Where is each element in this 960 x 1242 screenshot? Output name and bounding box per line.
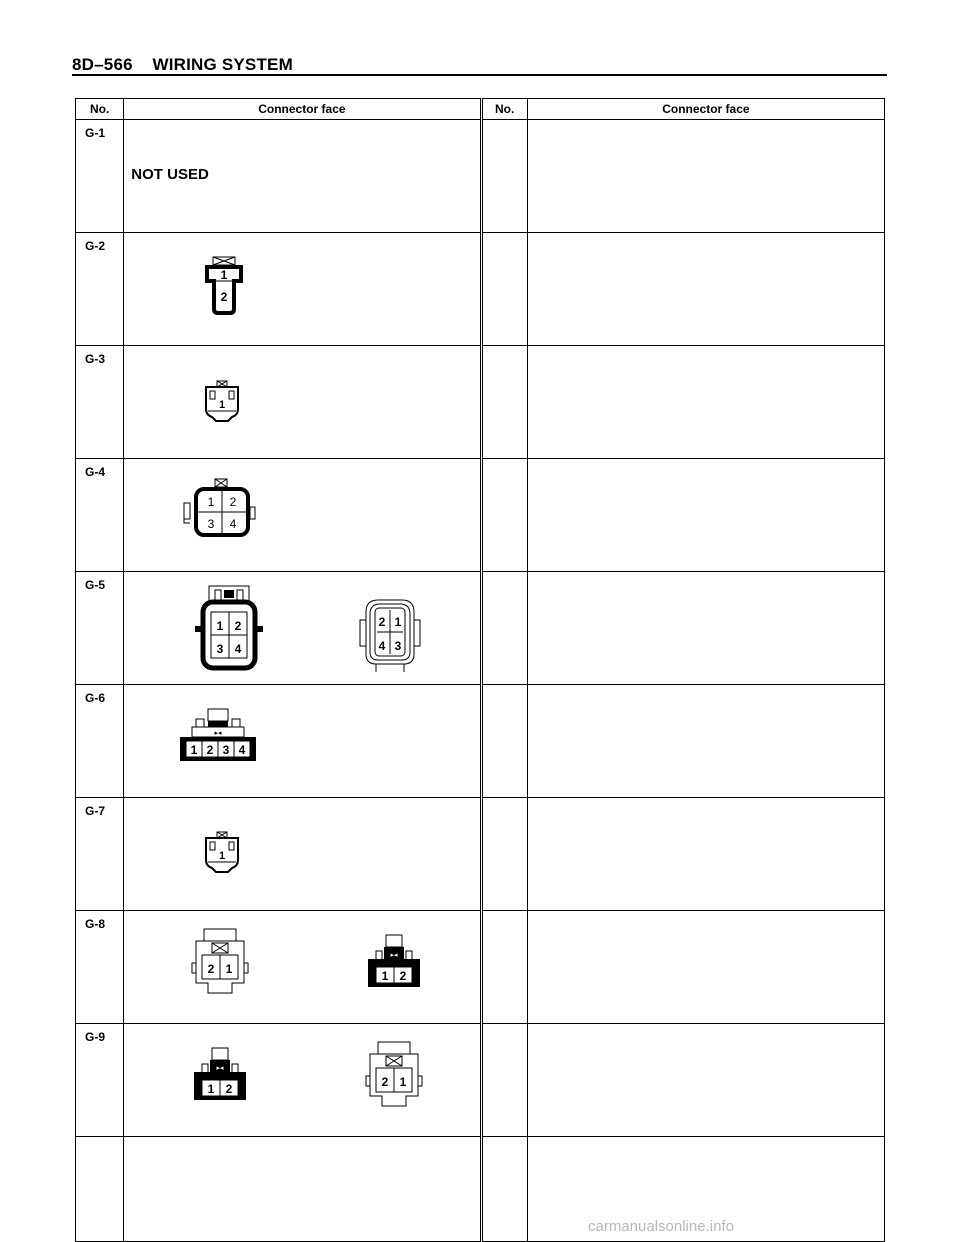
pin-label: 2 bbox=[225, 1082, 233, 1096]
pin-label: 2 bbox=[381, 1075, 389, 1089]
connector-g5b-icon bbox=[352, 594, 428, 674]
page-number: 8D–566 bbox=[72, 55, 133, 74]
page-header bbox=[72, 55, 293, 75]
pin-label: 3 bbox=[207, 517, 215, 531]
pin-label: 2 bbox=[399, 969, 407, 983]
empty-cell bbox=[481, 120, 527, 233]
table-row bbox=[76, 798, 885, 911]
pin-label: 1 bbox=[220, 268, 228, 282]
pin-label: 1 bbox=[207, 495, 215, 509]
watermark: carmanualsonline.info bbox=[588, 1218, 734, 1235]
connector-g8a-icon bbox=[190, 927, 250, 999]
pin-label: 1 bbox=[399, 1075, 407, 1089]
row-number: G-2 bbox=[76, 233, 124, 346]
connector-face bbox=[124, 685, 481, 798]
empty-cell bbox=[481, 685, 527, 798]
row-number: G-3 bbox=[76, 346, 124, 459]
connector-g7-icon bbox=[201, 830, 245, 876]
connector-face bbox=[124, 572, 481, 685]
empty-cell bbox=[527, 346, 884, 459]
row-number: G-8 bbox=[76, 911, 124, 1024]
pin-label: 1 bbox=[219, 850, 226, 862]
pin-label: 1 bbox=[381, 969, 389, 983]
row-number: G-6 bbox=[76, 685, 124, 798]
table-row bbox=[76, 685, 885, 798]
header-rule bbox=[72, 74, 887, 76]
connector-face bbox=[124, 798, 481, 911]
row-number: G-1 bbox=[76, 120, 124, 233]
pin-label: 2 bbox=[229, 495, 237, 509]
empty-cell bbox=[527, 798, 884, 911]
table-row bbox=[76, 346, 885, 459]
row-number: G-9 bbox=[76, 1024, 124, 1137]
empty-cell bbox=[481, 798, 527, 911]
connector-face bbox=[124, 911, 481, 1024]
empty-cell bbox=[481, 1024, 527, 1137]
connector-g9b-icon bbox=[364, 1040, 424, 1112]
pin-label: 1 bbox=[219, 399, 226, 411]
svg-text:▸◂: ▸◂ bbox=[216, 1065, 224, 1072]
empty-cell bbox=[527, 233, 884, 346]
pin-label: 4 bbox=[229, 517, 237, 531]
connector-face bbox=[124, 120, 481, 233]
connector-g5a-icon bbox=[189, 582, 269, 672]
empty-cell bbox=[527, 911, 884, 1024]
empty-cell bbox=[481, 459, 527, 572]
connector-face bbox=[124, 233, 481, 346]
pin-label: 2 bbox=[234, 619, 242, 633]
not-used-label: NOT USED bbox=[131, 166, 209, 183]
pin-label: 1 bbox=[225, 962, 233, 976]
col-no: No. bbox=[76, 99, 124, 120]
pin-label: 3 bbox=[216, 642, 224, 656]
pin-label: 1 bbox=[394, 615, 402, 629]
col-face-2: Connector face bbox=[527, 99, 884, 120]
connector-face bbox=[124, 1024, 481, 1137]
empty-cell bbox=[527, 572, 884, 685]
empty-cell bbox=[481, 1137, 527, 1242]
table-row bbox=[76, 120, 885, 233]
pin-label: 4 bbox=[234, 642, 242, 656]
empty-cell bbox=[527, 459, 884, 572]
pin-label: 4 bbox=[238, 743, 246, 757]
connector-g6-icon bbox=[178, 705, 268, 767]
connector-g9a-icon bbox=[190, 1044, 250, 1106]
col-face: Connector face bbox=[124, 99, 481, 120]
pin-label: 2 bbox=[207, 962, 215, 976]
table-row bbox=[76, 911, 885, 1024]
pin-label: 4 bbox=[378, 639, 386, 653]
empty-cell bbox=[481, 572, 527, 685]
empty-cell bbox=[481, 911, 527, 1024]
empty-cell bbox=[76, 1137, 124, 1242]
empty-cell bbox=[527, 685, 884, 798]
pin-label: 2 bbox=[220, 290, 228, 304]
empty-cell bbox=[527, 120, 884, 233]
pin-label: 1 bbox=[190, 743, 198, 757]
row-number: G-4 bbox=[76, 459, 124, 572]
table-row bbox=[76, 572, 885, 685]
connector-g4-icon bbox=[182, 477, 262, 543]
empty-cell bbox=[481, 346, 527, 459]
row-number: G-7 bbox=[76, 798, 124, 911]
table-header-row bbox=[76, 99, 885, 120]
svg-text:▸◂: ▸◂ bbox=[214, 730, 222, 737]
pin-label: 2 bbox=[206, 743, 214, 757]
connector-g8b-icon bbox=[364, 931, 424, 993]
table-row bbox=[76, 1137, 885, 1242]
row-number: G-5 bbox=[76, 572, 124, 685]
pin-label: 1 bbox=[207, 1082, 215, 1096]
connector-face bbox=[124, 459, 481, 572]
col-no-2: No. bbox=[481, 99, 527, 120]
pin-label: 2 bbox=[378, 615, 386, 629]
empty-cell bbox=[527, 1024, 884, 1137]
connector-g3-icon bbox=[201, 379, 245, 425]
table-row bbox=[76, 233, 885, 346]
connector-g2-icon bbox=[199, 253, 249, 319]
pin-label: 1 bbox=[216, 619, 224, 633]
pin-label: 3 bbox=[222, 743, 230, 757]
empty-cell bbox=[481, 233, 527, 346]
empty-cell bbox=[124, 1137, 481, 1242]
svg-text:▸◂: ▸◂ bbox=[390, 952, 398, 959]
pin-label: 3 bbox=[394, 639, 402, 653]
connector-table bbox=[75, 98, 885, 1242]
table-row bbox=[76, 1024, 885, 1137]
connector-face bbox=[124, 346, 481, 459]
table-row bbox=[76, 459, 885, 572]
section-title: WIRING SYSTEM bbox=[152, 55, 293, 74]
